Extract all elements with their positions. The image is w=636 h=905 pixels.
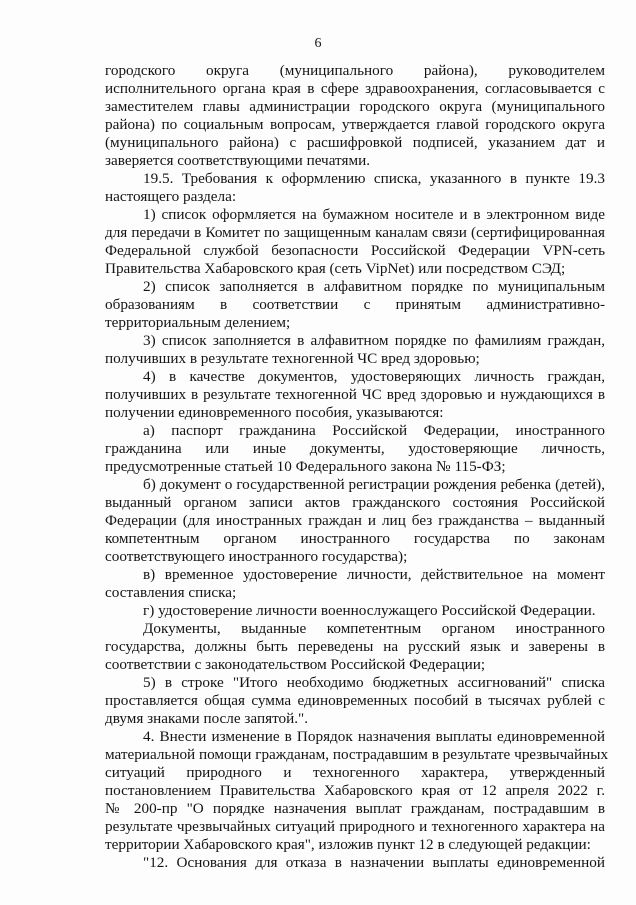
text-line: получивших в результате техногенной ЧС вред здоровью;: [105, 350, 480, 367]
text-line: результате чрезвычайных ситуаций природного и техногенного характера на: [105, 818, 605, 835]
text-line: компетентным органом иностранного государства по законам: [105, 530, 605, 547]
text-line: 5) в строке "Итого необходимо бюджетных ассигнований" списка: [143, 674, 605, 691]
text-line: исполнительного органа края в сфере здравоохранения, согласовывается с: [105, 80, 605, 97]
text-line: получивших в результате техногенной ЧС вред здоровью и нуждающихся в: [105, 386, 605, 403]
text-line: составления списка;: [105, 584, 237, 601]
text-line: (муниципального района) с расшифровкой подписей, указанием дат и: [105, 134, 605, 151]
text-line: материальной помощи гражданам, пострадавшим в результате чрезвычайных: [105, 746, 609, 763]
text-line: заместителем главы администрации городского округа (муниципального: [105, 98, 605, 115]
text-line: заверяется соответствующими печатями.: [105, 152, 371, 169]
text-line: постановлением Правительства Хабаровского края от 12 апреля 2022 г.: [105, 782, 605, 799]
text-line: Правительства Хабаровского края (сеть VipNet) или посредством СЭД;: [105, 260, 566, 277]
text-line: в) временное удостоверение личности, действительное на момент: [143, 566, 605, 583]
text-line: соответствии с законодательством Российской Федерации;: [105, 656, 486, 673]
text-line: "12. Основания для отказа в назначении выплаты единовременной: [143, 854, 605, 871]
text-line: гражданина или иные документы, удостоверяющие личность,: [105, 440, 605, 457]
text-line: района) по социальным вопросам, утверждается главой городского округа: [105, 116, 605, 133]
text-line: Документы, выданные компетентным органом иностранного: [143, 620, 605, 637]
text-line: выданный органом записи актов гражданского состояния Российской: [105, 494, 605, 511]
text-line: Федеральной службой безопасности Российской Федерации VPN-сеть: [105, 242, 605, 259]
text-line: ситуаций природного и техногенного характера, утвержденный: [105, 764, 605, 781]
text-line: получении единовременного пособия, указываются:: [105, 404, 444, 421]
text-line: территориальным делением;: [105, 314, 291, 331]
text-line: проставляется общая сумма единовременных пособий в тысячах рублей с: [105, 692, 605, 709]
text-line: двумя знаками после запятой.".: [105, 710, 309, 727]
text-line: 4. Внести изменение в Порядок назначения выплаты единовременной: [143, 728, 605, 745]
text-line: 1) список оформляется на бумажном носителе и в электронном виде: [143, 206, 605, 223]
text-line: предусмотренные статьей 10 Федерального закона № 115-ФЗ;: [105, 458, 506, 475]
text-line: б) документ о государственной регистрации рождения ребенка (детей),: [143, 476, 605, 493]
text-line: для передачи в Комитет по защищенным каналам связи (сертифицированная: [105, 224, 605, 241]
text-line: 19.5. Требования к оформлению списка, указанного в пункте 19.3: [143, 170, 605, 187]
text-line: территории Хабаровского края", изложив пункт 12 в следующей редакции:: [105, 836, 591, 853]
text-line: г) удостоверение личности военнослужащего Российской Федерации.: [143, 602, 596, 619]
text-line: городского округа (муниципального района), руководителем: [105, 62, 605, 79]
text-line: государства, должны быть переведены на русский язык и заверены в: [105, 638, 605, 655]
text-line: 3) список заполняется в алфавитном порядке по фамилиям граждан,: [143, 332, 605, 349]
text-line: а) паспорт гражданина Российской Федерации, иностранного: [143, 422, 605, 439]
text-line: соответствующего иностранного государства);: [105, 548, 408, 565]
text-line: № 200-пр "О порядке назначения выплат гражданам, пострадавшим в: [105, 800, 605, 817]
text-line: 2) список заполняется в алфавитном порядке по муниципальным: [143, 278, 605, 295]
text-line: Федерации (для иностранных граждан и лиц без гражданства – выданный: [105, 512, 605, 529]
text-line: настоящего раздела:: [105, 188, 237, 205]
page-number: 6: [314, 36, 322, 51]
text-line: 4) в качестве документов, удостоверяющих личность граждан,: [143, 368, 605, 385]
text-line: образованиям в соответствии с принятым административно-: [105, 296, 605, 313]
